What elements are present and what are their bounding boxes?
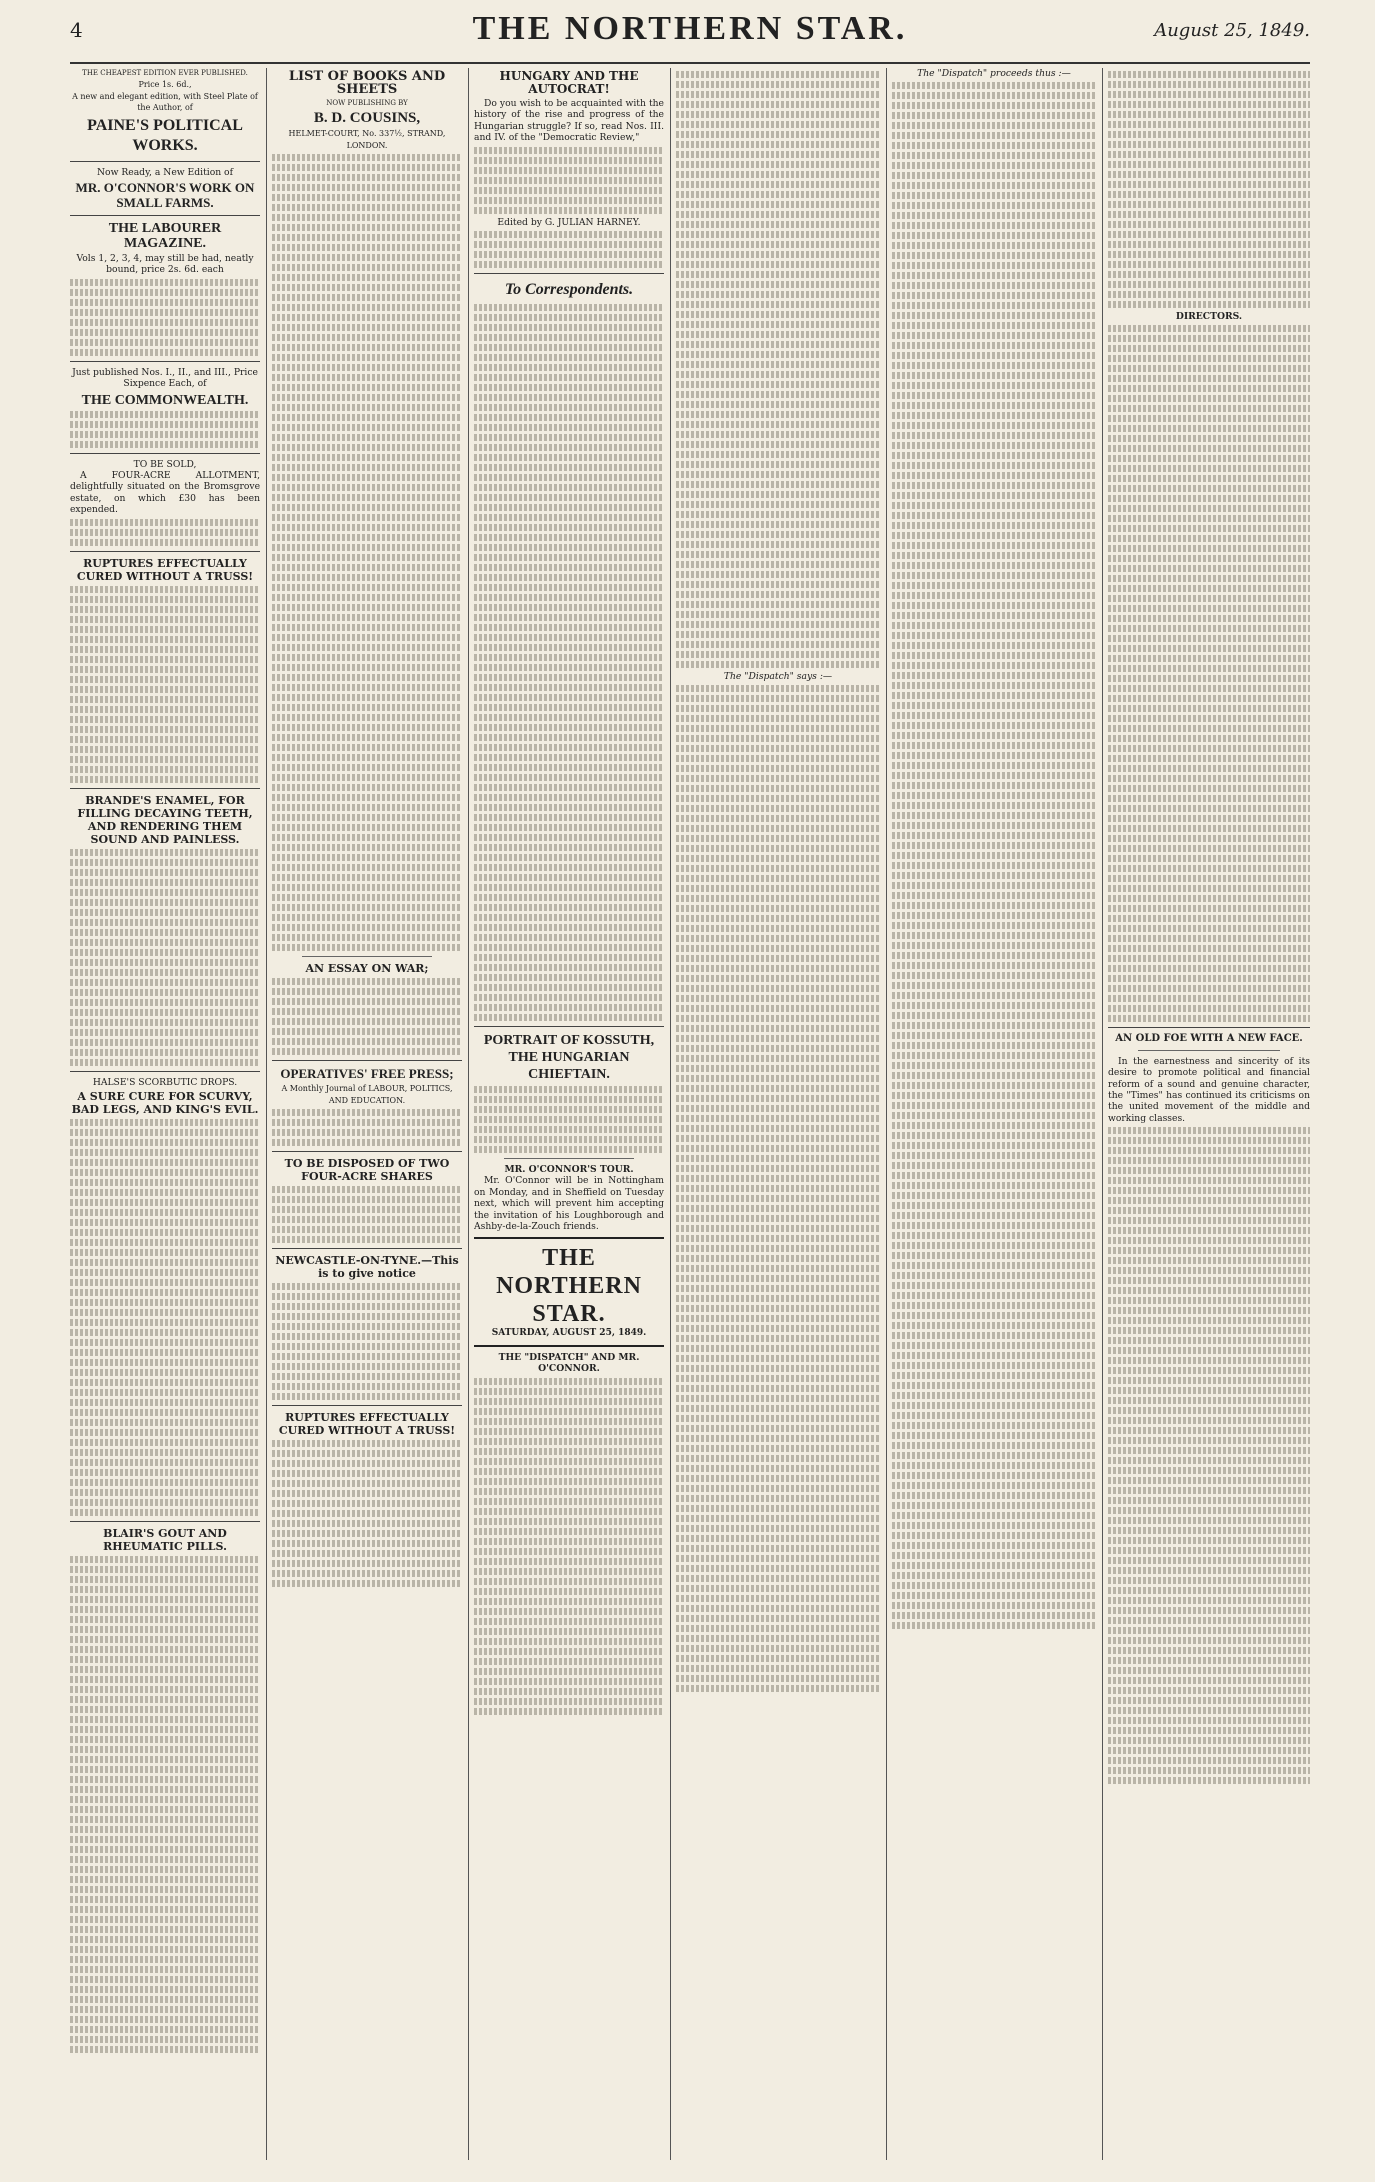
hungary-body: Do you wish to be acquainted with the history of the rise and progress of the Hungarian struggle? If so, read Nos. III. and IV. of the "Democratic Review," (474, 98, 664, 144)
ruptures-heading-2: RUPTURES EFFECTUALLY CURED WITHOUT A TRUSS! (278, 1411, 456, 1438)
column-6 (1108, 68, 1310, 2160)
commonwealth-intro: Just published Nos. I., II., and III., Price Sixpence Each, of (72, 366, 258, 390)
paine-title: PAINE'S POLITICAL WORKS. (87, 116, 243, 154)
oconnor-work-title: MR. O'CONNOR'S WORK ON SMALL FARMS. (75, 180, 255, 211)
divider (70, 551, 260, 552)
operatives-heading: OPERATIVES' FREE PRESS; (280, 1066, 454, 1082)
price-note: Price 1s. 6d., (138, 80, 192, 90)
divider (272, 1405, 462, 1406)
publisher-name: B. D. COUSINS, (313, 110, 421, 127)
divider (474, 1345, 664, 1347)
now-ready: Now Ready, a New Edition of (97, 166, 233, 178)
blair-heading: BLAIR'S GOUT AND RHEUMATIC PILLS. (103, 1527, 227, 1554)
newspaper-title: THE NORTHERN STAR. (472, 10, 908, 47)
commonwealth-title: THE COMMONWEALTH. (81, 392, 249, 408)
book-list-heading: LIST OF BOOKS AND SHEETS (288, 69, 446, 97)
kossuth-heading: PORTRAIT OF KOSSUTH, THE HUNGARIAN CHIEFTAIN. (483, 1033, 655, 1083)
dispose-heading: TO BE DISPOSED OF TWO FOUR-ACRE SHARES (284, 1157, 450, 1184)
editor-credit: Edited by G. JULIAN HARNEY. (497, 216, 641, 228)
divider (272, 1060, 462, 1061)
divider (70, 215, 260, 216)
labourer-body: Vols 1, 2, 3, 4, may still be had, neatly bound, price 2s. 6d. each (76, 253, 254, 276)
divider (272, 1248, 462, 1249)
divider (272, 1151, 462, 1152)
masthead-rule (70, 62, 1310, 64)
column-1 (70, 68, 260, 2160)
column-rule (670, 68, 671, 2160)
ruptures-heading: RUPTURES EFFECTUALLY CURED WITHOUT A TRUSS! (76, 556, 254, 583)
to-be-sold: TO BE SOLD, (133, 458, 197, 470)
cheapest-notice: THE CHEAPEST EDITION EVER PUBLISHED. (82, 69, 248, 77)
old-foe-heading: AN OLD FOE WITH A NEW FACE. (1115, 1033, 1303, 1045)
column-2 (272, 68, 462, 2160)
divider (302, 956, 432, 957)
leader-heading: THE "DISPATCH" AND MR. O'CONNOR. (498, 1351, 640, 1375)
tour-heading: MR. O'CONNOR'S TOUR. (504, 1164, 634, 1176)
column-rule (266, 68, 267, 2160)
published-by: NOW PUBLISHING BY (326, 99, 408, 107)
old-foe-body: In the earnestness and sincerity of its desire to promote political and financial reform of a sound and genuine character, the "Times" has continued its criticisms on the united movement of the middle and working classes. (1108, 1055, 1310, 1124)
divider (70, 788, 260, 789)
halse-heading: HALSE'S SCORBUTIC DROPS. (92, 1076, 238, 1088)
hungary-heading: HUNGARY AND THE AUTOCRAT! (499, 69, 639, 96)
column-3 (474, 68, 664, 2160)
masthead (70, 10, 1310, 60)
newcastle-heading: NEWCASTLE-ON-TYNE.—This is to give notice (275, 1254, 459, 1281)
column-rule (468, 68, 469, 2160)
directors-line: DIRECTORS. (1175, 311, 1243, 322)
leader-date: SATURDAY, AUGUST 25, 1849. (491, 1328, 647, 1339)
dispatch-proceeds-heading: The "Dispatch" proceeds thus :— (917, 68, 1071, 79)
tour-body: Mr. O'Connor will be in Nottingham on Monday, and in Sheffield on Tuesday next, which will prevent him accepting the invitation of his Loughborough and Ashby-de-la-Zouch friends. (474, 1175, 664, 1233)
divider (70, 161, 260, 162)
divider (1108, 1027, 1310, 1028)
edition-note: A new and elegant edition, with Steel Plate of the Author, of (72, 91, 258, 113)
divider (474, 1237, 664, 1239)
operatives-subtitle: A Monthly Journal of LABOUR, POLITICS, AND EDUCATION. (281, 1084, 453, 1105)
divider (70, 453, 260, 454)
column-rule (886, 68, 887, 2160)
divider (474, 273, 664, 274)
column-5 (892, 68, 1096, 2160)
column-rule (1102, 68, 1103, 2160)
divider (504, 1158, 634, 1159)
publisher-address: HELMET-COURT, No. 337½, STRAND, LONDON. (288, 129, 446, 150)
allotment-advert: A FOUR-ACRE ALLOTMENT, delightfully situated on the Bromsgrove estate, on which £30 has been expended. (70, 470, 260, 516)
divider (70, 1521, 260, 1522)
brandes-heading: BRANDE'S ENAMEL, FOR FILLING DECAYING TEETH, AND RENDERING THEM SOUND AND PAINLESS. (77, 793, 253, 846)
leader-masthead: THE NORTHERN STAR. (496, 1245, 642, 1328)
divider (474, 1026, 664, 1027)
correspondents-heading: To Correspondents. (504, 281, 634, 299)
essay-on-war-heading: AN ESSAY ON WAR; (305, 962, 429, 976)
divider (70, 1071, 260, 1072)
page-number: 4 (70, 18, 83, 42)
labourer-title: THE LABOURER MAGAZINE. (108, 221, 222, 252)
column-4 (676, 68, 880, 2160)
divider (70, 361, 260, 362)
issue-date: August 25, 1849. (1154, 20, 1310, 41)
dispatch-quote-heading: The "Dispatch" says :— (723, 671, 833, 682)
divider (1138, 1050, 1280, 1051)
sure-cure-heading: A SURE CURE FOR SCURVY, BAD LEGS, AND KING'S EVIL. (71, 1090, 259, 1117)
